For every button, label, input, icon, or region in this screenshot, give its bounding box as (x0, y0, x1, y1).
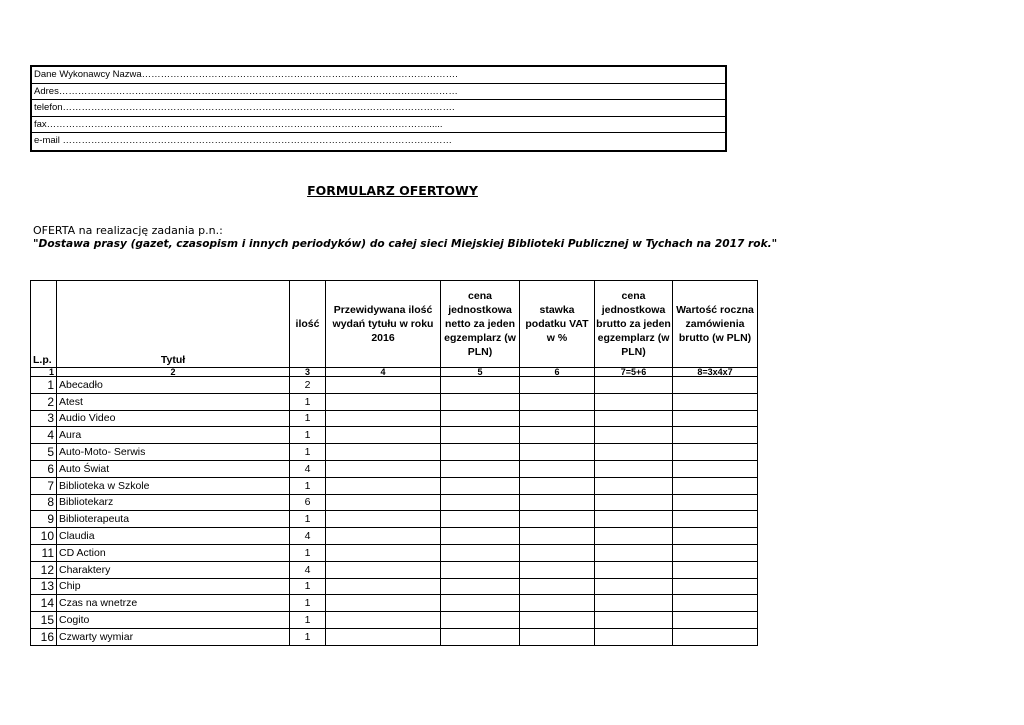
table-row (31, 544, 758, 561)
row-annual-value-input[interactable] (673, 427, 758, 444)
row-lp: 4 (31, 427, 57, 444)
row-title: Claudia (57, 528, 290, 545)
row-qty: 1 (290, 578, 326, 595)
row-gross-price-input[interactable] (595, 444, 673, 461)
row-qty: 1 (290, 628, 326, 645)
column-number: 1 (31, 368, 57, 377)
row-qty: 2 (290, 377, 326, 394)
task-name: "Dostawa prasy (gazet, czasopism i innych periodyków) do całej sieci Miejskiej Biblioteki Publicznej w Tychach na 2017 rok." (33, 238, 778, 250)
row-title: Czas na wnetrze (57, 595, 290, 612)
row-qty: 1 (290, 477, 326, 494)
table-row (31, 410, 758, 427)
row-forecast-input[interactable] (326, 595, 441, 612)
row-gross-price-input[interactable] (595, 393, 673, 410)
header-annual-value: Wartość roczna zamówienia brutto (w PLN) (673, 281, 758, 368)
row-vat-input[interactable] (520, 578, 595, 595)
column-number: 8=3x4x7 (673, 368, 758, 377)
row-qty: 1 (290, 612, 326, 629)
row-net-price-input[interactable] (441, 528, 520, 545)
row-net-price-input[interactable] (441, 578, 520, 595)
row-forecast-input[interactable] (326, 410, 441, 427)
row-lp: 2 (31, 393, 57, 410)
offer-intro: OFERTA na realizację zadania p.n.: (33, 224, 223, 237)
row-net-price-input[interactable] (441, 444, 520, 461)
row-qty: 1 (290, 444, 326, 461)
row-forecast-input[interactable] (326, 544, 441, 561)
table-row (31, 444, 758, 461)
row-gross-price-input[interactable] (595, 578, 673, 595)
column-number: 6 (520, 368, 595, 377)
row-lp: 16 (31, 628, 57, 645)
header-gross-price: cena jednostkowa brutto za jeden egzemplarz (w PLN) (595, 281, 673, 368)
table-row (31, 477, 758, 494)
row-annual-value-input[interactable] (673, 544, 758, 561)
row-vat-input[interactable] (520, 595, 595, 612)
row-qty: 6 (290, 494, 326, 511)
row-qty: 1 (290, 595, 326, 612)
row-qty: 1 (290, 511, 326, 528)
row-net-price-input[interactable] (441, 628, 520, 645)
row-qty: 4 (290, 561, 326, 578)
row-net-price-input[interactable] (441, 612, 520, 629)
row-title: Atest (57, 393, 290, 410)
row-forecast-input[interactable] (326, 444, 441, 461)
row-net-price-input[interactable] (441, 561, 520, 578)
row-net-price-input[interactable] (441, 511, 520, 528)
contractor-address-field[interactable]: Adres……………………………………………………………………………………………………………… (32, 84, 725, 101)
column-number: 5 (441, 368, 520, 377)
row-title: Czwarty wymiar (57, 628, 290, 645)
row-annual-value-input[interactable] (673, 595, 758, 612)
row-gross-price-input[interactable] (595, 377, 673, 394)
row-gross-price-input[interactable] (595, 595, 673, 612)
row-title: Audio Video (57, 410, 290, 427)
row-vat-input[interactable] (520, 477, 595, 494)
row-title: Charaktery (57, 561, 290, 578)
row-forecast-input[interactable] (326, 477, 441, 494)
row-annual-value-input[interactable] (673, 561, 758, 578)
row-net-price-input[interactable] (441, 595, 520, 612)
table-row (31, 595, 758, 612)
row-gross-price-input[interactable] (595, 544, 673, 561)
row-lp: 7 (31, 477, 57, 494)
column-number: 4 (326, 368, 441, 377)
row-vat-input[interactable] (520, 410, 595, 427)
row-lp: 9 (31, 511, 57, 528)
contractor-details-box (30, 65, 727, 152)
row-forecast-input[interactable] (326, 511, 441, 528)
row-lp: 8 (31, 494, 57, 511)
row-vat-input[interactable] (520, 460, 595, 477)
row-net-price-input[interactable] (441, 410, 520, 427)
row-annual-value-input[interactable] (673, 612, 758, 629)
row-annual-value-input[interactable] (673, 511, 758, 528)
row-annual-value-input[interactable] (673, 494, 758, 511)
header-title: Tytuł (57, 281, 290, 368)
row-vat-input[interactable] (520, 528, 595, 545)
table-row (31, 377, 758, 394)
row-annual-value-input[interactable] (673, 628, 758, 645)
row-forecast-input[interactable] (326, 528, 441, 545)
row-vat-input[interactable] (520, 612, 595, 629)
row-qty: 4 (290, 528, 326, 545)
row-annual-value-input[interactable] (673, 377, 758, 394)
row-gross-price-input[interactable] (595, 427, 673, 444)
row-title: Biblioteka w Szkole (57, 477, 290, 494)
table-row (31, 393, 758, 410)
row-lp: 14 (31, 595, 57, 612)
row-net-price-input[interactable] (441, 427, 520, 444)
row-qty: 1 (290, 393, 326, 410)
header-forecast: Przewidywana ilość wydań tytułu w roku 2016 (326, 281, 441, 368)
row-vat-input[interactable] (520, 628, 595, 645)
row-qty: 1 (290, 427, 326, 444)
row-title: CD Action (57, 544, 290, 561)
row-lp: 12 (31, 561, 57, 578)
row-title: Auto Świat (57, 460, 290, 477)
row-title: Bibliotekarz (57, 494, 290, 511)
row-vat-input[interactable] (520, 444, 595, 461)
row-qty: 1 (290, 544, 326, 561)
row-gross-price-input[interactable] (595, 477, 673, 494)
row-gross-price-input[interactable] (595, 511, 673, 528)
row-vat-input[interactable] (520, 393, 595, 410)
form-title: FORMULARZ OFERTOWY (307, 183, 478, 198)
contractor-name-field[interactable]: Dane Wykonawcy Nazwa………………………………………………………………………………………. (32, 67, 725, 84)
row-title: Aura (57, 427, 290, 444)
row-vat-input[interactable] (520, 427, 595, 444)
row-forecast-input[interactable] (326, 494, 441, 511)
contractor-phone-field[interactable]: telefon……………………………………………………………………………………………………………. (32, 100, 725, 117)
row-vat-input[interactable] (520, 377, 595, 394)
row-net-price-input[interactable] (441, 393, 520, 410)
row-forecast-input[interactable] (326, 578, 441, 595)
table-row (31, 561, 758, 578)
row-annual-value-input[interactable] (673, 393, 758, 410)
header-row (31, 281, 758, 368)
row-title: Biblioterapeuta (57, 511, 290, 528)
row-annual-value-input[interactable] (673, 410, 758, 427)
header-lp: L.p. (31, 281, 57, 368)
row-forecast-input[interactable] (326, 612, 441, 629)
table-row (31, 612, 758, 629)
row-title: Chip (57, 578, 290, 595)
row-vat-input[interactable] (520, 544, 595, 561)
row-annual-value-input[interactable] (673, 460, 758, 477)
row-net-price-input[interactable] (441, 377, 520, 394)
row-gross-price-input[interactable] (595, 410, 673, 427)
row-title: Abecadło (57, 377, 290, 394)
header-net-price: cena jednostkowa netto za jeden egzemplarz (w PLN) (441, 281, 520, 368)
column-number-row (31, 368, 758, 377)
table-row (31, 494, 758, 511)
row-gross-price-input[interactable] (595, 561, 673, 578)
item-rows (31, 377, 758, 646)
row-vat-input[interactable] (520, 511, 595, 528)
row-qty: 1 (290, 410, 326, 427)
column-number: 7=5+6 (595, 368, 673, 377)
row-title: Cogito (57, 612, 290, 629)
row-lp: 1 (31, 377, 57, 394)
row-gross-price-input[interactable] (595, 528, 673, 545)
row-vat-input[interactable] (520, 494, 595, 511)
offer-table (30, 280, 758, 646)
row-lp: 3 (31, 410, 57, 427)
row-net-price-input[interactable] (441, 494, 520, 511)
contractor-email-field[interactable]: e-mail …………………………………………………………………………………………………………… (34, 135, 453, 147)
row-annual-value-input[interactable] (673, 477, 758, 494)
row-forecast-input[interactable] (326, 460, 441, 477)
row-lp: 5 (31, 444, 57, 461)
row-annual-value-input[interactable] (673, 528, 758, 545)
row-gross-price-input[interactable] (595, 460, 673, 477)
row-vat-input[interactable] (520, 561, 595, 578)
row-gross-price-input[interactable] (595, 612, 673, 629)
row-lp: 6 (31, 460, 57, 477)
row-gross-price-input[interactable] (595, 494, 673, 511)
table-row (31, 528, 758, 545)
row-lp: 13 (31, 578, 57, 595)
table-row (31, 427, 758, 444)
table-row (31, 511, 758, 528)
header-vat: stawka podatku VAT w % (520, 281, 595, 368)
row-forecast-input[interactable] (326, 427, 441, 444)
row-annual-value-input[interactable] (673, 578, 758, 595)
row-forecast-input[interactable] (326, 393, 441, 410)
table-row (31, 628, 758, 645)
row-net-price-input[interactable] (441, 477, 520, 494)
column-number: 3 (290, 368, 326, 377)
row-annual-value-input[interactable] (673, 444, 758, 461)
row-gross-price-input[interactable] (595, 628, 673, 645)
row-qty: 4 (290, 460, 326, 477)
row-lp: 11 (31, 544, 57, 561)
row-net-price-input[interactable] (441, 544, 520, 561)
row-forecast-input[interactable] (326, 377, 441, 394)
row-lp: 10 (31, 528, 57, 545)
row-net-price-input[interactable] (441, 460, 520, 477)
row-forecast-input[interactable] (326, 628, 441, 645)
row-lp: 15 (31, 612, 57, 629)
table-row (31, 578, 758, 595)
table-row (31, 460, 758, 477)
header-qty: ilość (290, 281, 326, 368)
row-forecast-input[interactable] (326, 561, 441, 578)
contractor-fax-field[interactable]: fax…………………………………………………………………………………………………………...... (32, 117, 725, 134)
row-title: Auto-Moto- Serwis (57, 444, 290, 461)
column-number: 2 (57, 368, 290, 377)
